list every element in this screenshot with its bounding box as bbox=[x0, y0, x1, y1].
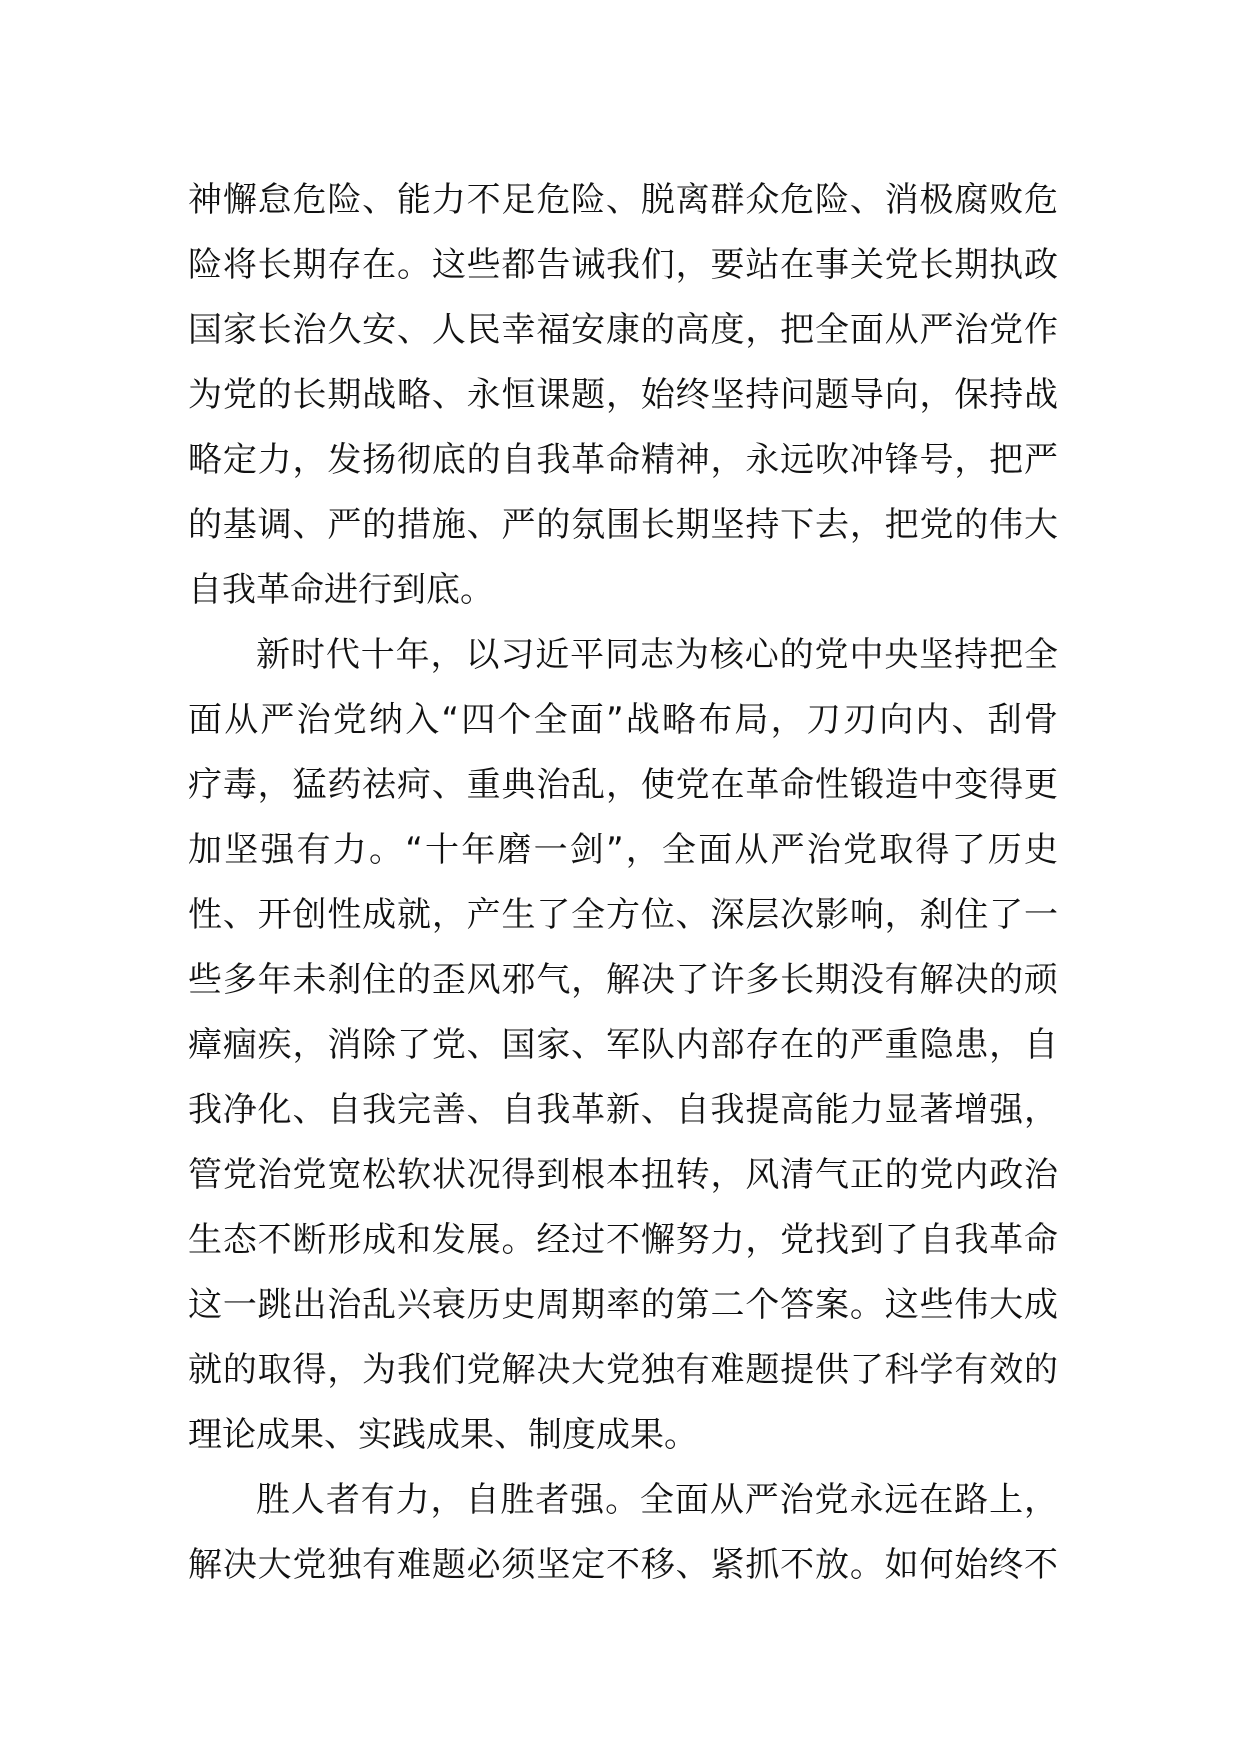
text-line: 略定力，发扬彻底的自我革命精神，永远吹冲锋号，把严 bbox=[188, 440, 1058, 480]
text-line: 就的取得，为我们党解决大党独有难题提供了科学有效的 bbox=[188, 1350, 1058, 1390]
text-line: 瘴痼疾，消除了党、国家、军队内部存在的严重隐患，自 bbox=[188, 1025, 1058, 1065]
text-line: 管党治党宽松软状况得到根本扭转，风清气正的党内政治 bbox=[188, 1155, 1058, 1195]
text-line: 的基调、严的措施、严的氛围长期坚持下去，把党的伟大 bbox=[188, 505, 1058, 545]
paragraph-first-line: 新时代十年，以习近平同志为核心的党中央坚持把全 bbox=[256, 635, 1058, 675]
text-line: 国家长治久安、人民幸福安康的高度，把全面从严治党作 bbox=[188, 310, 1058, 350]
text-line: 自我革命进行到底。 bbox=[188, 570, 494, 610]
text-line: 疗毒，猛药祛疴、重典治乱，使党在革命性锻造中变得更 bbox=[188, 765, 1058, 805]
text-line: 加坚强有力。“十年磨一剑”，全面从严治党取得了历史 bbox=[188, 830, 1058, 870]
text-line: 生态不断形成和发展。经过不懈努力，党找到了自我革命 bbox=[188, 1220, 1058, 1260]
text-line: 这一跳出治乱兴衰历史周期率的第二个答案。这些伟大成 bbox=[188, 1285, 1058, 1325]
body-text bbox=[188, 168, 1058, 1598]
text-line: 些多年未刹住的歪风邪气，解决了许多长期没有解决的顽 bbox=[188, 960, 1058, 1000]
text-line: 解决大党独有难题必须坚定不移、紧抓不放。如何始终不 bbox=[188, 1545, 1058, 1585]
text-line: 面从严治党纳入“四个全面”战略布局，刀刃向内、刮骨 bbox=[188, 700, 1058, 740]
paragraph-first-line: 胜人者有力，自胜者强。全面从严治党永远在路上， bbox=[256, 1480, 1058, 1520]
text-line: 我净化、自我完善、自我革新、自我提高能力显著增强， bbox=[188, 1090, 1058, 1130]
text-line: 为党的长期战略、永恒课题，始终坚持问题导向，保持战 bbox=[188, 375, 1058, 415]
text-line: 性、开创性成就，产生了全方位、深层次影响，刹住了一 bbox=[188, 895, 1058, 935]
text-line: 险将长期存在。这些都告诫我们，要站在事关党长期执政 bbox=[188, 245, 1058, 285]
text-line: 神懈怠危险、能力不足危险、脱离群众危险、消极腐败危 bbox=[188, 180, 1058, 220]
text-line: 理论成果、实践成果、制度成果。 bbox=[188, 1415, 698, 1455]
